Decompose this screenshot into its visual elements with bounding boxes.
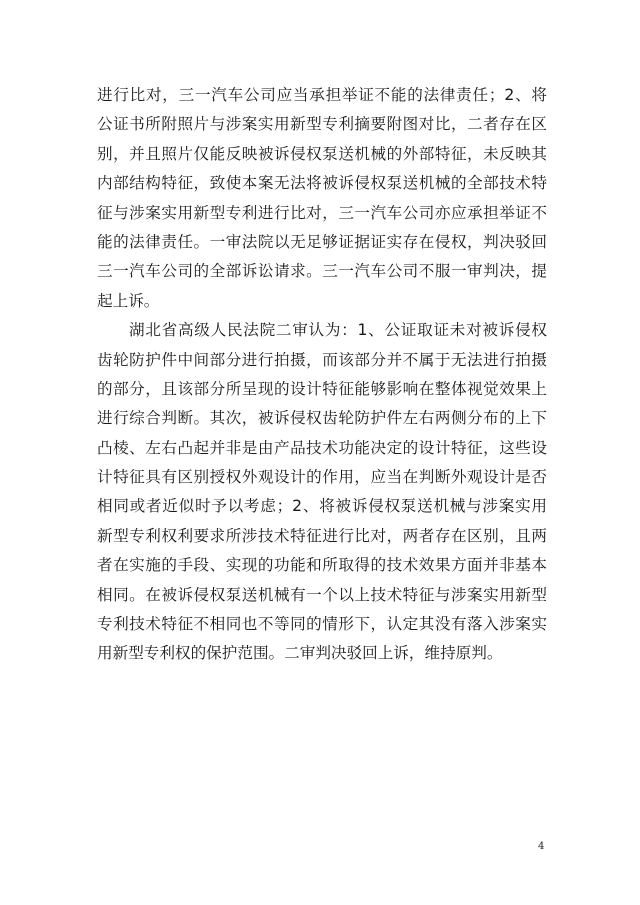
text-line: 相同或者近似时予以考虑；2、将被诉侵权泵送机械与涉案实用 [97,497,547,516]
text-line: 三一汽车公司的全部诉讼请求。三一汽车公司不服一审判决，提 [97,262,547,281]
text-line: 用新型专利权的保护范围。二审判决驳回上诉，维持原判。 [97,644,503,663]
text-line: 计特征具有区别授权外观设计的作用，应当在判断外观设计是否 [97,468,547,487]
text-line: 新型专利权利要求所涉技术特征进行比对，两者存在区别，且两 [97,526,547,545]
page-number: 4 [538,841,545,852]
text-line: 者在实施的手段、实现的功能和所取得的技术效果方面并非基本 [97,556,547,575]
document-body [97,81,547,669]
text-line: 的部分，且该部分所呈现的设计特征能够影响在整体视觉效果上 [97,379,547,398]
text-line: 别，并且照片仅能反映被诉侵权泵送机械的外部特征，未反映其 [97,144,547,163]
text-line: 相同。在被诉侵权泵送机械有一个以上技术特征与涉案实用新型 [97,585,547,604]
text-line: 进行比对，三一汽车公司应当承担举证不能的法律责任；2、将 [97,86,547,104]
text-line: 能的法律责任。一审法院以无足够证据证实存在侵权，判决驳回 [97,232,547,251]
text-line: 齿轮防护件中间部分进行拍摄，而该部分并不属于无法进行拍摄 [97,350,547,369]
text-line: 公证书所附照片与涉案实用新型专利摘要附图对比，二者存在区 [97,115,547,134]
text-line: 进行综合判断。其次，被诉侵权齿轮防护件左右两侧分布的上下 [97,409,547,428]
text-line: 专利技术特征不相同也不等同的情形下，认定其没有落入涉案实 [97,615,547,634]
text-line: 起上诉。 [97,291,160,310]
text-line: 凸棱、左右凸起并非是由产品技术功能决定的设计特征，这些设 [97,438,547,457]
text-line: 湖北省高级人民法院二审认为：1、公证取证未对被诉侵权 [129,321,547,340]
text-line: 内部结构特征，致使本案无法将被诉侵权泵送机械的全部技术特 [97,174,547,193]
text-line: 征与涉案实用新型专利进行比对，三一汽车公司亦应承担举证不 [97,203,547,222]
